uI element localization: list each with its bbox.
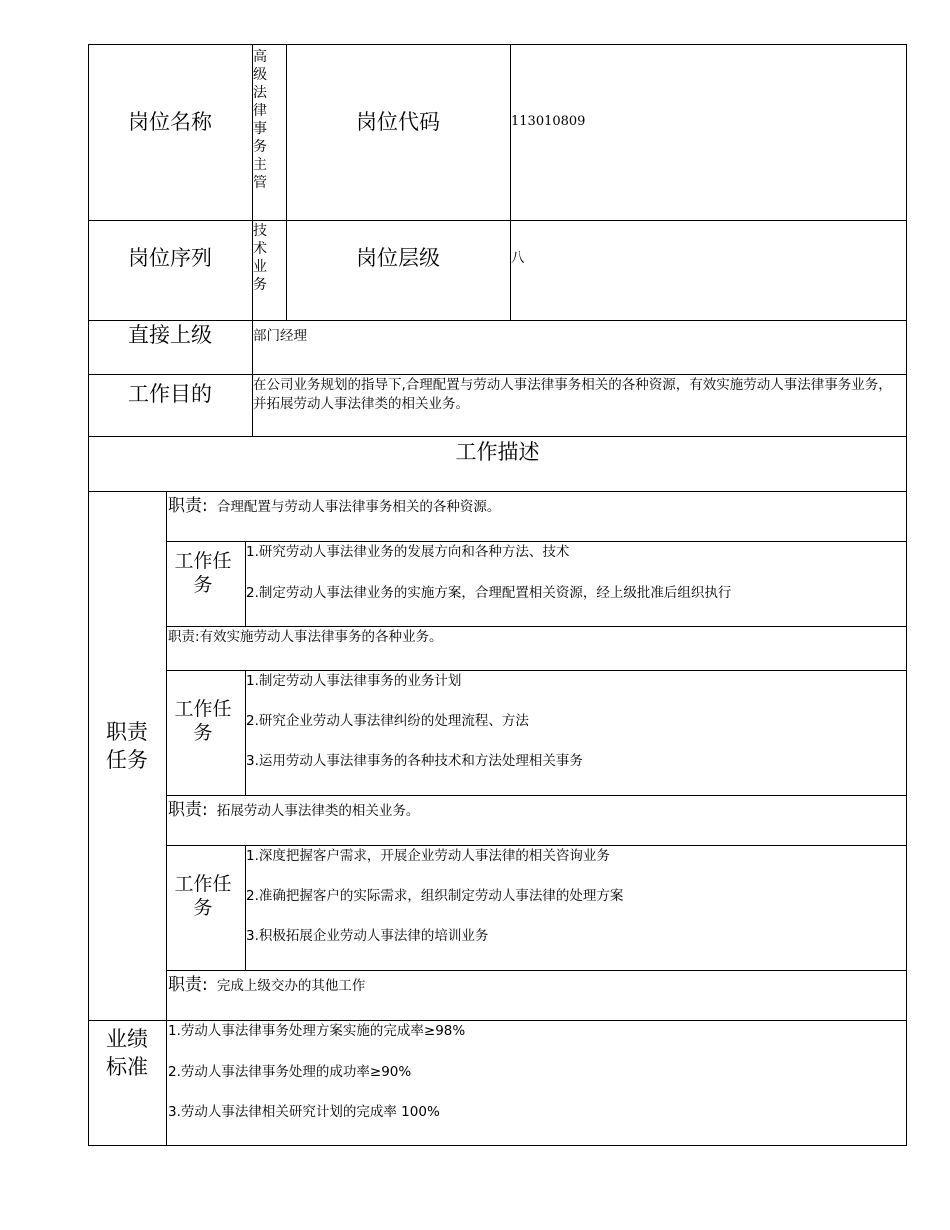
duty-text: 合理配置与劳动人事法律事务相关的各种资源。 [216,499,501,515]
task-item: 2.制定劳动人事法律业务的实施方案，合理配置相关资源，经上级批准后组织执行 [246,585,732,601]
task-item: 3.积极拓展企业劳动人事法律的培训业务 [246,928,489,944]
table-rule [88,44,907,45]
post-series-value: 技术业务 [253,223,267,293]
post-level-label: 岗位层级 [356,246,440,270]
task-label: 工作任务 [174,550,232,596]
post-level-value: 八 [511,250,525,266]
post-name-value: 高级法律事务主管 [253,49,267,191]
table-rule [166,970,907,971]
task-item: 1.研究劳动人事法律业务的发展方向和各种方法、技术 [246,544,570,560]
table-rule [88,320,907,321]
post-name-label: 岗位名称 [128,110,212,134]
duty-text: 完成上级交办的其他工作 [216,978,366,994]
duty-text: 有效实施劳动人事法律事务的各种业务。 [199,629,443,645]
duty-4 [168,975,365,995]
table-rule [88,436,907,437]
performance-item: 3.劳动人事法律相关研究计划的完成率 100% [168,1104,440,1120]
table-rule [88,1020,907,1021]
description-title: 工作描述 [455,440,540,464]
table-rule [166,541,907,542]
duty-3 [168,800,419,820]
table-rule [510,44,511,321]
duty-1 [168,496,500,516]
duties-label: 职责任务 [106,720,148,772]
purpose-value: 在公司业务规划的指导下,合理配置与劳动人事法律事务相关的各种资源，有效实施劳动人事法律事务业务，并拓展劳动人事法律类的相关业务。 [253,377,892,412]
table-rule [166,845,907,846]
table-rule [88,44,89,1146]
duty-2 [168,629,443,645]
table-rule [166,670,907,671]
duty-label: 职责: [168,629,200,645]
superior-value: 部门经理 [253,328,307,344]
post-code-label: 岗位代码 [356,110,440,134]
task-label: 工作任务 [174,873,232,919]
table-rule [88,220,907,221]
performance-label: 业绩标准 [106,1027,148,1079]
duty-text: 拓展劳动人事法律类的相关业务。 [216,803,420,819]
task-item: 1.制定劳动人事法律事务的业务计划 [246,673,462,689]
task-item: 2.研究企业劳动人事法律纠纷的处理流程、方法 [246,713,529,729]
performance-item: 2.劳动人事法律事务处理的成功率≥90% [168,1064,412,1080]
table-rule [286,44,287,321]
task-item: 2.准确把握客户的实际需求，组织制定劳动人事法律的处理方案 [246,888,624,904]
post-series-label: 岗位序列 [128,246,212,270]
table-rule [166,491,167,1146]
duty-label: 职责: [168,496,208,516]
table-rule [88,1145,907,1146]
performance-item: 1.劳动人事法律事务处理方案实施的完成率≥98% [168,1023,466,1039]
table-rule [88,491,907,492]
duty-label: 职责: [168,975,208,995]
task-item: 1.深度把握客户需求，开展企业劳动人事法律的相关咨询业务 [246,848,610,864]
task-label: 工作任务 [174,698,232,744]
post-code-value: 113010809 [511,114,586,129]
table-rule [166,626,907,627]
table-rule [906,44,907,1146]
table-rule [166,795,907,796]
purpose-label: 工作目的 [128,382,212,406]
task-item: 3.运用劳动人事法律事务的各种技术和方法处理相关事务 [246,753,583,769]
table-rule [88,374,907,375]
superior-label: 直接上级 [128,323,212,347]
duty-label: 职责: [168,800,208,820]
